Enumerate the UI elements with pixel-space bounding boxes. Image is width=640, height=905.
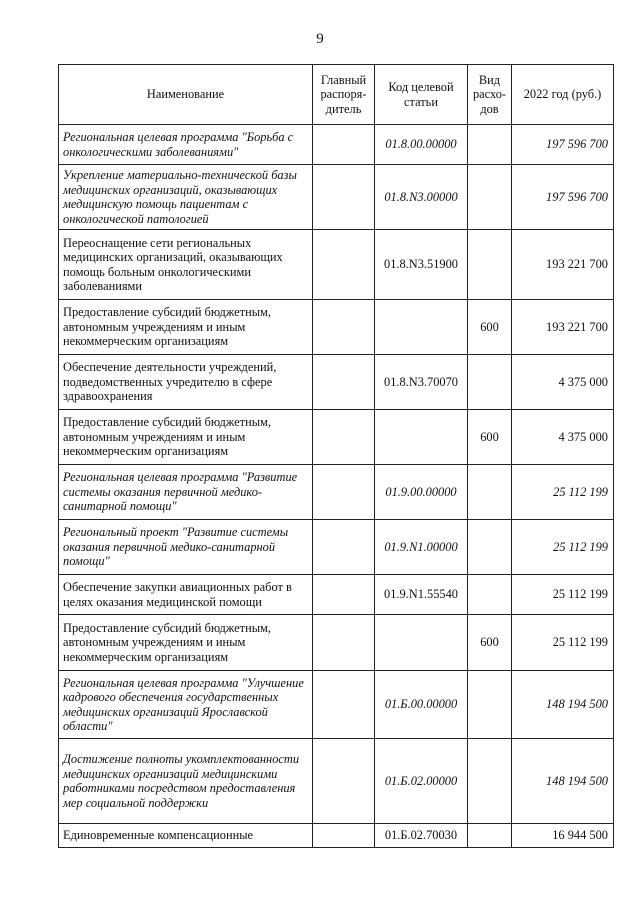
budget-table [58, 64, 614, 848]
table-row [59, 739, 614, 824]
row-kind-cell [468, 465, 512, 520]
row-amount-cell: 25 112 199 [512, 520, 614, 575]
row-code-cell: 01.9.N1.00000 [375, 520, 468, 575]
row-kind-cell [468, 671, 512, 739]
row-amount-cell: 25 112 199 [512, 615, 614, 671]
table-body [59, 125, 614, 848]
row-chief-cell [313, 739, 375, 824]
row-kind-cell: 600 [468, 615, 512, 671]
row-chief-cell [313, 355, 375, 410]
row-amount-cell: 197 596 700 [512, 125, 614, 165]
row-name-cell: Укрепление материально-технической базы медицинских организаций, оказывающих медицинскую помощь пациентам с онкологической патологией [59, 165, 313, 230]
row-chief-cell [313, 410, 375, 465]
row-name-cell: Региональная целевая программа "Борьба с онкологическими заболеваниями" [59, 125, 313, 165]
header-amount: 2022 год (руб.) [512, 65, 614, 125]
row-code-cell: 01.8.N3.00000 [375, 165, 468, 230]
row-code-cell: 01.8.N3.70070 [375, 355, 468, 410]
row-kind-cell [468, 520, 512, 575]
row-kind-cell [468, 575, 512, 615]
row-kind-cell: 600 [468, 300, 512, 355]
row-chief-cell [313, 465, 375, 520]
row-kind-cell [468, 355, 512, 410]
row-name-cell: Региональный проект "Развитие системы оказания первичной медико-санитарной помощи" [59, 520, 313, 575]
row-code-cell [375, 410, 468, 465]
row-chief-cell [313, 125, 375, 165]
row-chief-cell [313, 615, 375, 671]
table-row [59, 520, 614, 575]
row-kind-cell [468, 230, 512, 300]
row-name-cell: Достижение полноты укомплектованности медицинских организаций медицинскими работниками посредством предоставления мер социальной поддержки [59, 739, 313, 824]
row-name-cell: Обеспечение закупки авиационных работ в целях оказания медицинской помощи [59, 575, 313, 615]
row-code-cell: 01.9.N1.55540 [375, 575, 468, 615]
row-code-cell [375, 615, 468, 671]
row-kind-cell: 600 [468, 410, 512, 465]
table-row [59, 355, 614, 410]
table-row [59, 165, 614, 230]
row-chief-cell [313, 824, 375, 848]
row-kind-cell [468, 739, 512, 824]
table-row [59, 615, 614, 671]
row-name-cell: Предоставление субсидий бюджетным, автономным учреждениям и иным некоммерческим организациям [59, 615, 313, 671]
row-code-cell [375, 300, 468, 355]
page-number: 9 [316, 31, 324, 47]
row-name-cell: Предоставление субсидий бюджетным, автономным учреждениям и иным некоммерческим организациям [59, 410, 313, 465]
row-code-cell: 01.Б.00.00000 [375, 671, 468, 739]
header-name: Наименование [59, 65, 313, 125]
row-chief-cell [313, 165, 375, 230]
row-name-cell: Обеспечение деятельности учреждений, подведомственных учредителю в сфере здравоохранения [59, 355, 313, 410]
row-kind-cell [468, 125, 512, 165]
row-amount-cell: 16 944 500 [512, 824, 614, 848]
row-amount-cell: 193 221 700 [512, 300, 614, 355]
row-amount-cell: 4 375 000 [512, 410, 614, 465]
row-chief-cell [313, 230, 375, 300]
row-code-cell: 01.Б.02.00000 [375, 739, 468, 824]
row-name-cell: Предоставление субсидий бюджетным, автономным учреждениям и иным некоммерческим организациям [59, 300, 313, 355]
row-code-cell: 01.9.00.00000 [375, 465, 468, 520]
table-row [59, 300, 614, 355]
row-name-cell: Региональная целевая программа "Улучшение кадрового обеспечения государственных медицинских организаций Ярославской области" [59, 671, 313, 739]
row-chief-cell [313, 575, 375, 615]
row-chief-cell [313, 300, 375, 355]
table-row [59, 230, 614, 300]
header-chief: Главный распоря-дитель [313, 65, 375, 125]
row-amount-cell: 193 221 700 [512, 230, 614, 300]
table-row [59, 575, 614, 615]
row-code-cell: 01.8.00.00000 [375, 125, 468, 165]
table-row [59, 410, 614, 465]
row-chief-cell [313, 671, 375, 739]
row-amount-cell: 197 596 700 [512, 165, 614, 230]
header-kind: Вид расхо-дов [468, 65, 512, 125]
header-code: Код целевой статьи [375, 65, 468, 125]
row-chief-cell [313, 520, 375, 575]
table-row [59, 465, 614, 520]
row-amount-cell: 4 375 000 [512, 355, 614, 410]
table-row [59, 125, 614, 165]
row-amount-cell: 25 112 199 [512, 465, 614, 520]
row-kind-cell [468, 824, 512, 848]
row-amount-cell: 148 194 500 [512, 671, 614, 739]
row-name-cell: Единовременные компенсационные [59, 824, 313, 848]
table-header-row [59, 65, 614, 125]
table-row [59, 671, 614, 739]
row-amount-cell: 148 194 500 [512, 739, 614, 824]
row-name-cell: Переоснащение сети региональных медицинских организаций, оказывающих помощь больным онкологическими заболеваниями [59, 230, 313, 300]
row-name-cell: Региональная целевая программа "Развитие системы оказания первичной медико-санитарной помощи" [59, 465, 313, 520]
row-code-cell: 01.Б.02.70030 [375, 824, 468, 848]
table-row [59, 824, 614, 848]
row-code-cell: 01.8.N3.51900 [375, 230, 468, 300]
row-kind-cell [468, 165, 512, 230]
row-amount-cell: 25 112 199 [512, 575, 614, 615]
